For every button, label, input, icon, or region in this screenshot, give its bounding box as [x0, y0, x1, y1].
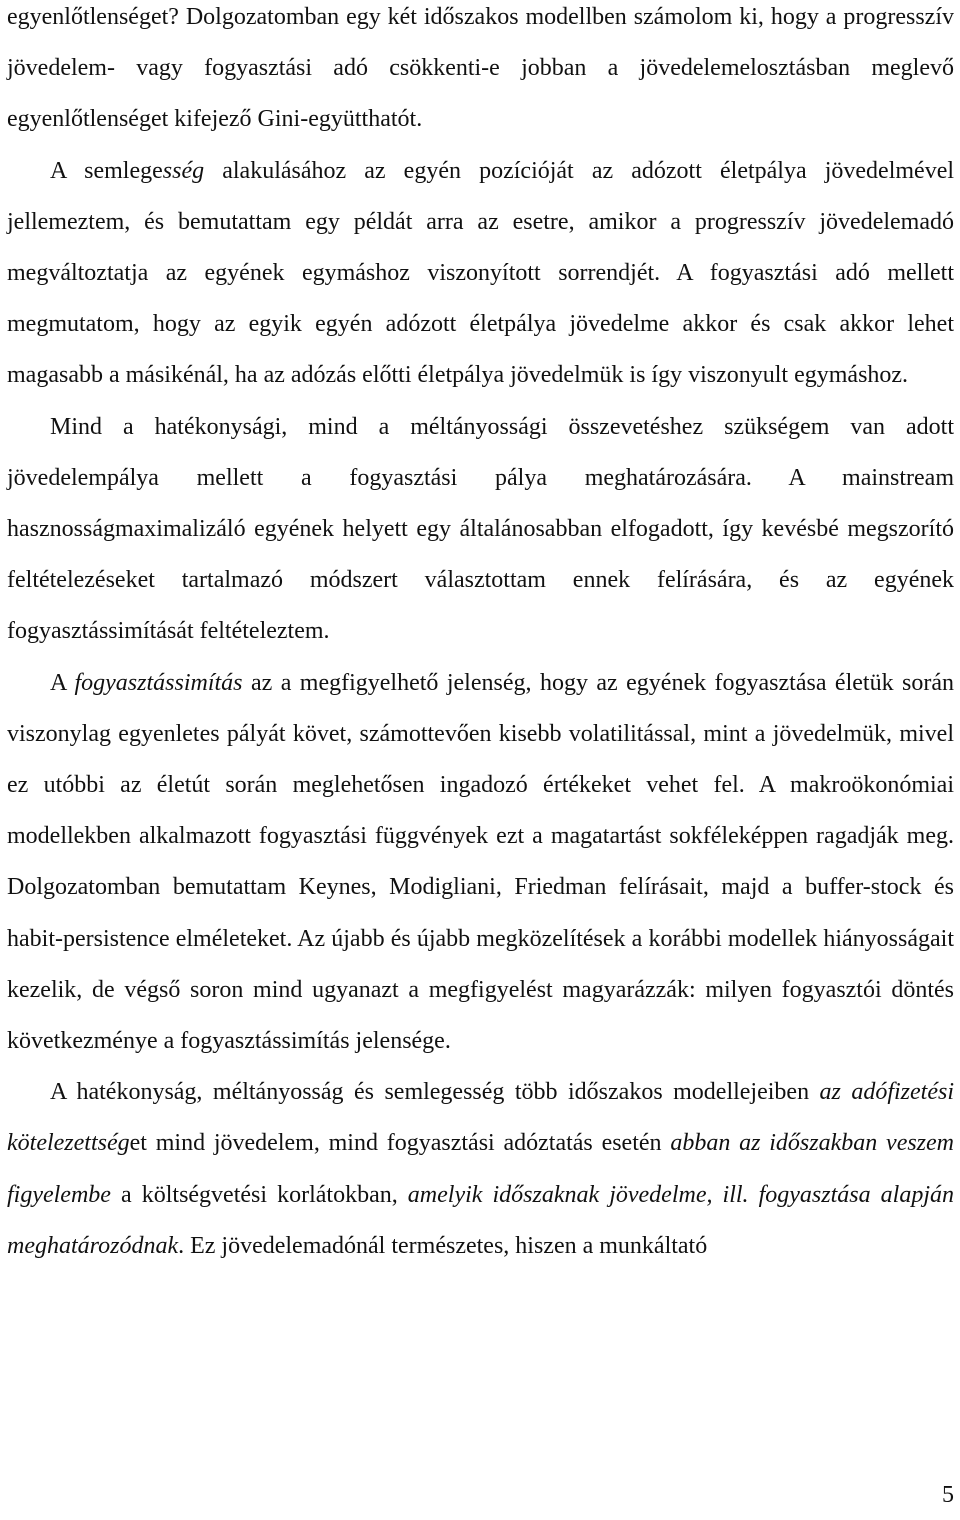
- text-run: egyenlőtlenséget? Dolgozatomban egy két időszakos modellben számolom ki, hogy a progresszív jövedelem- vagy fogyasztási adó csökkenti-e jobban a jövedelemelosztásban meglevő egyenlőtlenséget kifejező Gini-együtthatót.: [7, 4, 954, 133]
- text-run: alakulásához az egyén pozícióját az adózott életpálya jövedelmével jellemeztem, és bemutattam egy példát arra az esetre, amikor a progresszív jövedelemadó megváltoztatja az egyének egymáshoz viszonyított sorrendjét. A fogyasztási adó mellett megmutatom, hogy az egyik egyén adózott életpálya jövedelme akkor és csak akkor lehet magasabb a másikénál, ha az adózás előtti életpálya jövedelmük is így viszonyult egymáshoz.: [7, 157, 955, 389]
- paragraph-1: [7, 0, 954, 146]
- italic-run: abban az időszakban veszem figyelembe: [7, 1130, 955, 1208]
- text-run: A: [50, 669, 75, 696]
- text-run: Mind a hatékonysági, mind a méltányossági összevetéshez szükségem van adott jövedelempálya mellett a fogyasztási pálya meghatározására. A mainstream hasznosságmaximalizáló egyének helyett egy általánosabban elfogadott, így kevésbé megszorító feltételezéseket tartalmazó módszert választottam ennek felírására, és az egyének fogyasztássimítását feltételeztem.: [7, 413, 954, 645]
- text-run: a költségvetési korlátokban,: [110, 1181, 408, 1208]
- italic-run: amelyik időszaknak jövedelme, ill. fogyasztása alapján meghatározódnak: [7, 1181, 955, 1259]
- italic-run: sség: [162, 157, 205, 184]
- paragraph-3: [7, 402, 954, 658]
- text-run: az a megfigyelhető jelenség, hogy az egyének fogyasztása életük során viszonylag egyenletes pályát követ, számottevően kisebb volatilitással, mint a jövedelmük, mivel ez utóbbi az életút során meglehetősen ingadozó értékeket vehet fel. A makroökonómiai modellekben alkalmazott fogyasztási függvények ezt a magatartást sokféleképpen ragadják meg. Dolgozatomban bemutattam Keynes, Modigliani, Friedman felírásait, majd a buffer-stock és habit-persistence elméleteket. Az újabb és újabb megközelítések a korábbi modellek hiányosságait kezelik, de végső soron mind ugyanazt a megfigyelést magyarázzák: milyen fogyasztói döntés következménye a fogyasztássimítás jelensége.: [7, 669, 955, 1055]
- page-number: 5: [942, 1482, 954, 1508]
- paragraph-4: [7, 658, 954, 1068]
- text-run: . Ez jövedelemadónál természetes, hiszen a munkáltató: [178, 1232, 708, 1259]
- paragraph-2: [7, 146, 954, 402]
- italic-run: fogyasztássimítás: [74, 669, 243, 696]
- text-run: et mind jövedelem, mind fogyasztási adóztatás esetén: [129, 1130, 671, 1157]
- document-page: [7, 0, 954, 1272]
- text-run: A semlege: [50, 157, 163, 184]
- text-run: A hatékonyság, méltányosság és semlegesség több időszakos modellejeiben: [50, 1079, 820, 1106]
- paragraph-5: [7, 1067, 954, 1272]
- italic-run: az adófizetési kötelezettség: [7, 1079, 955, 1157]
